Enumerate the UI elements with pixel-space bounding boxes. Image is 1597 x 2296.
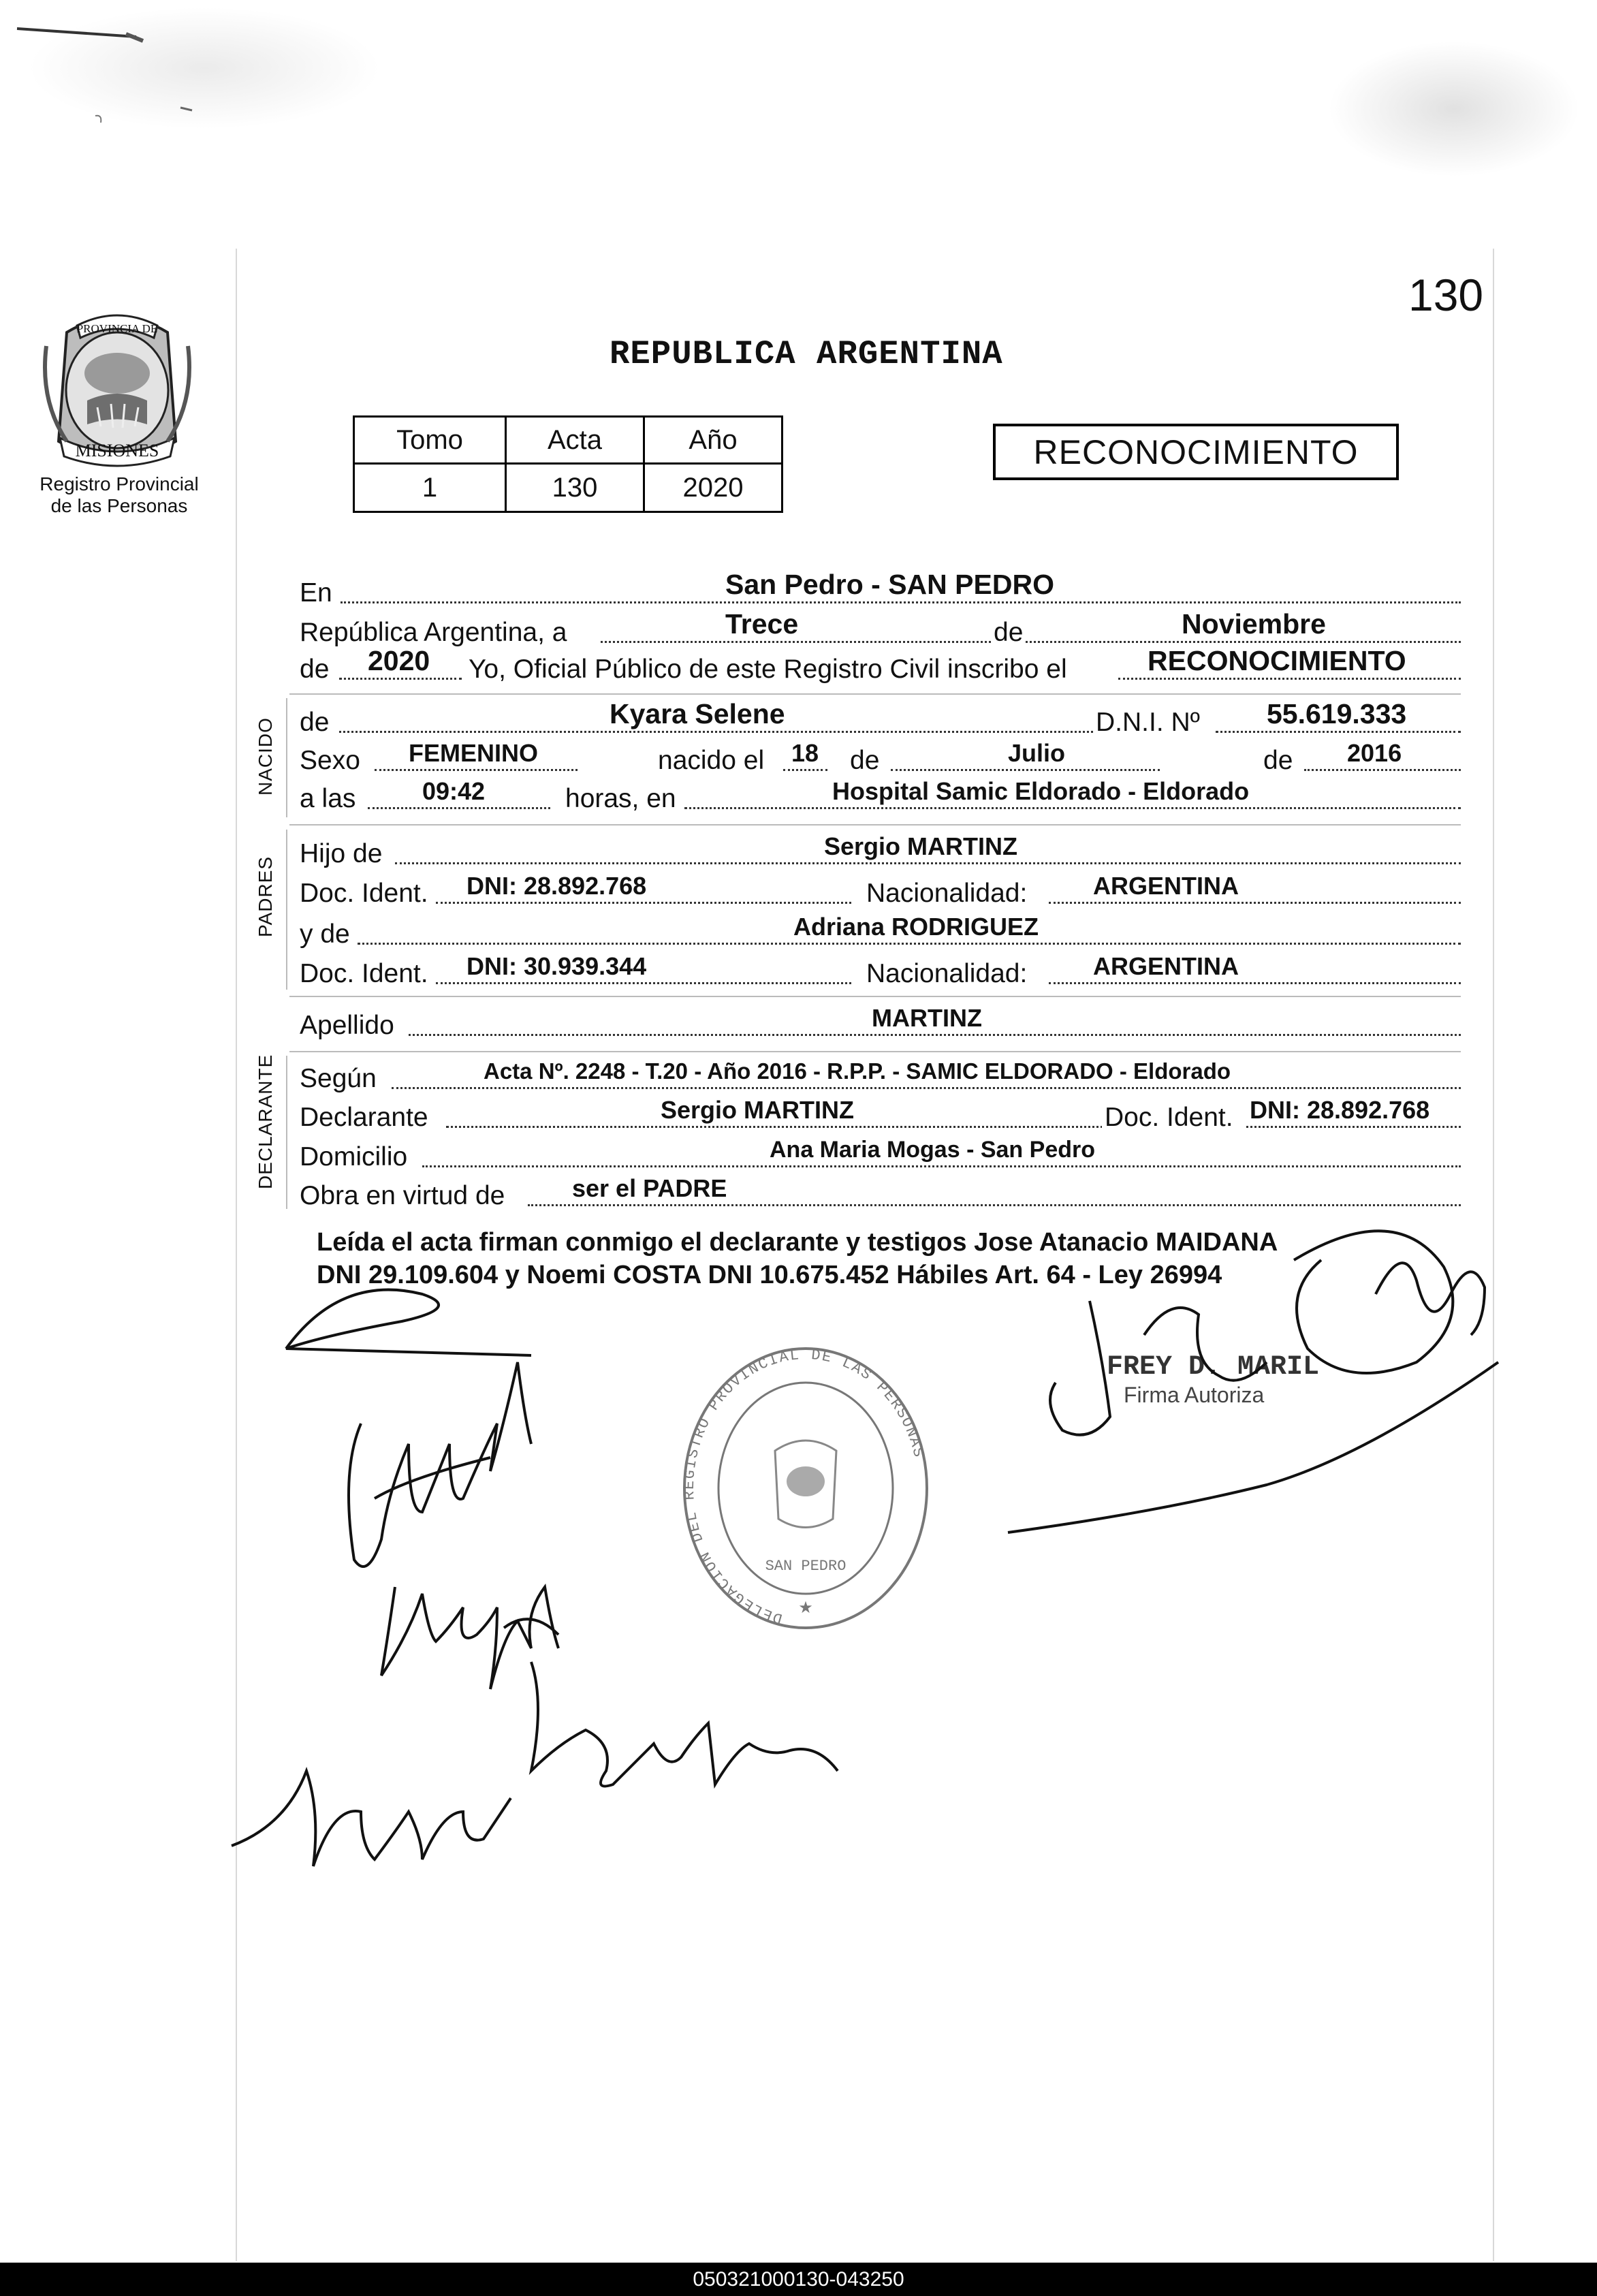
logo-caption-line: de las Personas (50, 495, 188, 516)
value-act-type: RECONOCIMIENTO (1148, 645, 1406, 676)
label-doc-ident: Doc. Ident. (1102, 1103, 1236, 1133)
section-bar (286, 698, 287, 817)
value-birth-time: 09:42 (422, 777, 486, 805)
value-birth-year: 2016 (1347, 739, 1402, 767)
label-intro-text: Yo, Oficial Público de este Registro Civil inscribo el (469, 655, 1067, 684)
value-place: San Pedro - SAN PEDRO (725, 569, 1054, 600)
label-de: de (850, 746, 880, 775)
value-mother-name: Adriana RODRIGUEZ (793, 913, 1039, 941)
form-row-en (300, 569, 1461, 610)
svg-text:SAN PEDRO: SAN PEDRO (765, 1558, 847, 1575)
document-type-box: RECONOCIMIENTO (993, 424, 1399, 480)
label-horas-en: horas, en (565, 784, 676, 813)
value-birth-place: Hospital Samic Eldorado - Eldorado (832, 777, 1250, 805)
value-child-name: Kyara Selene (610, 698, 785, 729)
label-dni: D.N.I. Nº (1093, 708, 1203, 738)
value-father-dni: DNI: 28.892.768 (467, 872, 647, 900)
section-label-nacido: NACIDO (255, 717, 276, 796)
label-y-de: y de (300, 919, 350, 949)
value-month: Noviembre (1182, 608, 1326, 640)
form-row-madre (300, 910, 1461, 951)
form-row-sexo (300, 736, 1461, 777)
section-bar (286, 1056, 287, 1209)
svg-text:MISIONES: MISIONES (75, 441, 159, 460)
form-row-nacido-name (300, 698, 1461, 739)
value-mother-dni: DNI: 30.939.344 (467, 952, 647, 980)
value-birth-month: Julio (1008, 739, 1066, 767)
ref-header-tomo: Tomo (354, 417, 506, 464)
value-child-dni: 55.619.333 (1267, 698, 1407, 729)
declarant-signature (286, 1290, 531, 1567)
label-sexo: Sexo (300, 746, 360, 775)
label-apellido: Apellido (300, 1011, 394, 1040)
label-doc-ident: Doc. Ident. (300, 959, 428, 988)
form-row-year (300, 645, 1461, 686)
form-row-apellido (300, 1001, 1461, 1042)
reference-header-row (354, 417, 782, 464)
label-de: de (300, 655, 330, 684)
svg-text:DELEGACION DEL REGISTRO PROVIN: DELEGACION DEL REGISTRO PROVINCIAL DE LAS PERSONAS (680, 1346, 928, 1627)
value-segun: Acta Nº. 2248 - T.20 - Año 2016 - R.P.P. - SAMIC ELDORADO - Eldorado (484, 1058, 1231, 1084)
scan-mark (14, 20, 218, 136)
label-hijo-de: Hijo de (300, 839, 383, 868)
value-birth-day: 18 (791, 739, 819, 767)
reference-table (353, 415, 783, 513)
label-a-las: a las (300, 784, 356, 813)
ref-value-tomo: 1 (354, 464, 506, 512)
label-de: de (1263, 746, 1293, 775)
value-declarant-name: Sergio MARTINZ (661, 1096, 854, 1124)
label-nacionalidad: Nacionalidad: (866, 959, 1028, 988)
logo-caption-line: Registro Provincial (39, 473, 199, 494)
ref-header-anio: Año (644, 417, 782, 464)
document-header-title: REPUBLICA ARGENTINA (610, 335, 1003, 373)
value-obra: ser el PADRE (572, 1174, 727, 1202)
section-separator (289, 1051, 1461, 1052)
misiones-coat-of-arms-logo (39, 305, 195, 469)
registry-stamp (680, 1342, 932, 1635)
label-nacionalidad: Nacionalidad: (866, 879, 1028, 908)
page-number: 130 (1408, 270, 1484, 320)
value-sex: FEMENINO (409, 739, 539, 767)
label-de: de (300, 708, 330, 737)
value-mother-nationality: ARGENTINA (1093, 952, 1239, 980)
value-father-nationality: ARGENTINA (1093, 872, 1239, 900)
value-surname: MARTINZ (872, 1004, 982, 1032)
form-row-republica (300, 608, 1461, 649)
ref-header-acta: Acta (506, 417, 644, 464)
label-declarante: Declarante (300, 1103, 428, 1132)
label-obra-en-virtud: Obra en virtud de (300, 1181, 505, 1210)
label-doc-ident: Doc. Ident. (300, 879, 428, 908)
logo-caption (20, 473, 218, 517)
form-row-padre (300, 830, 1461, 870)
label-en: En (300, 578, 332, 608)
ref-value-anio: 2020 (644, 464, 782, 512)
closing-line: DNI 29.109.604 y Noemi COSTA DNI 10.675.452 Hábiles Art. 64 - Ley 26994 (317, 1261, 1222, 1289)
svg-text:★: ★ (798, 1599, 813, 1617)
form-row-padre-doc (300, 869, 1461, 910)
value-father-name: Sergio MARTINZ (824, 832, 1017, 860)
form-row-obra (300, 1171, 1461, 1212)
section-label-declarante: DECLARANTE (255, 1054, 276, 1189)
ref-value-acta: 130 (506, 464, 644, 512)
label-republica: República Argentina, a (300, 618, 567, 647)
document-code: 050321000130-043250 (693, 2267, 904, 2291)
value-year: 2020 (368, 645, 430, 676)
noemi-costa-signature (232, 1662, 838, 1866)
form-row-segun (300, 1054, 1461, 1095)
page-edge (236, 249, 237, 2261)
label-de: de (991, 618, 1026, 648)
section-label-padres: PADRES (255, 855, 276, 937)
section-separator (289, 824, 1461, 825)
closing-statement (317, 1226, 1474, 1291)
official-name-stamp: FREY D. MARIL (1107, 1352, 1320, 1383)
form-row-madre-doc (300, 949, 1461, 990)
label-domicilio: Domicilio (300, 1142, 408, 1171)
form-row-domicilio (300, 1133, 1461, 1174)
closing-line: Leída el acta firman conmigo el declarante y testigos Jose Atanacio MAIDANA (317, 1228, 1278, 1257)
reference-value-row (354, 464, 782, 512)
section-separator (289, 693, 1461, 695)
value-day: Trece (725, 608, 799, 640)
official-role-stamp: Firma Autoriza (1124, 1383, 1265, 1407)
value-declarant-dni: DNI: 28.892.768 (1250, 1096, 1430, 1124)
value-address: Ana Maria Mogas - San Pedro (770, 1137, 1095, 1163)
scan-smudge (1328, 41, 1580, 177)
form-row-declarante (300, 1093, 1461, 1134)
witness-signature (381, 1587, 558, 1689)
section-separator (289, 996, 1461, 997)
form-row-hora (300, 774, 1461, 815)
label-nacido-el: nacido el (658, 746, 765, 775)
svg-text:PROVINCIA DE: PROVINCIA DE (76, 322, 158, 335)
section-bar (286, 830, 287, 990)
page-edge (1493, 249, 1494, 2261)
label-segun: Según (300, 1064, 377, 1093)
document-barcode-footer (0, 2263, 1597, 2296)
